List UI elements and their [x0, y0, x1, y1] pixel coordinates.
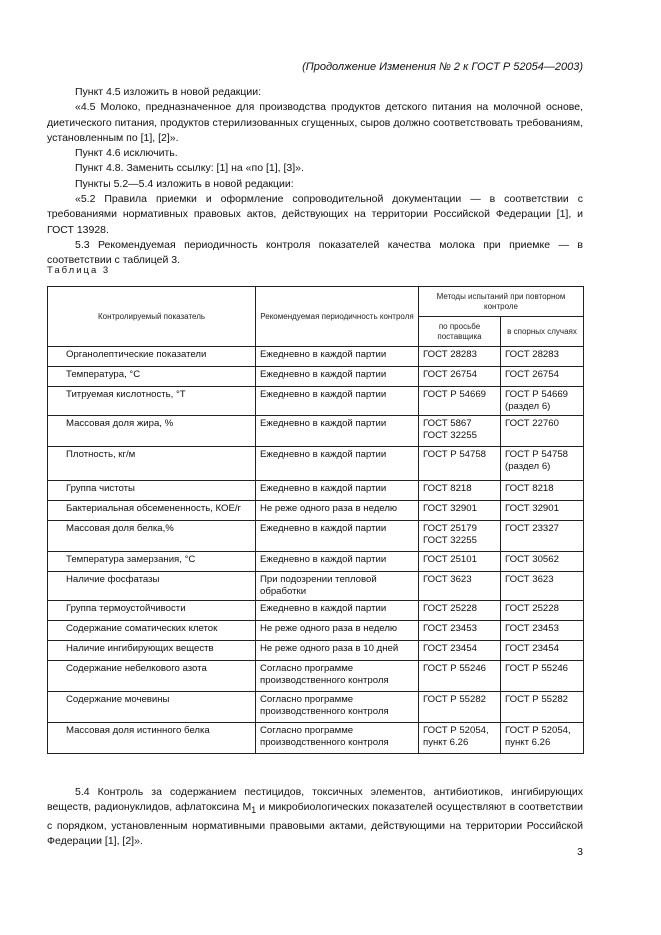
- header-dispute: в спорных случаях: [501, 317, 584, 347]
- paragraph: Пункт 4.8. Заменить ссылку: [1] на «по [1], [3]».: [75, 162, 304, 175]
- cell-indicator: Органолептические показатели: [48, 347, 256, 367]
- table-row: [48, 387, 584, 416]
- cell-indicator: Титруемая кислотность, °Т: [48, 387, 256, 416]
- cell-indicator: Плотность, кг/м: [48, 447, 256, 481]
- paragraph: Пункт 4.5 изложить в новой редакции:: [75, 86, 262, 98]
- cell-period: Ежедневно в каждой партии: [256, 481, 419, 501]
- cell-period: Ежедневно в каждой партии: [256, 447, 419, 481]
- cell-dispute: ГОСТ Р 55282: [501, 692, 584, 723]
- cell-period: Не реже одного раза в 10 дней: [256, 641, 419, 661]
- header-methods: Методы испытаний при повторном контроле: [419, 287, 584, 317]
- cell-supplier: ГОСТ 28283: [419, 347, 501, 367]
- table-row: [48, 416, 584, 447]
- cell-dispute: ГОСТ 3623: [501, 572, 584, 601]
- cell-period: Ежедневно в каждой партии: [256, 521, 419, 552]
- table-row: [48, 367, 584, 387]
- cell-period: Ежедневно в каждой партии: [256, 387, 419, 416]
- cell-supplier: ГОСТ Р 55282: [419, 692, 501, 723]
- cell-dispute: ГОСТ 8218: [501, 481, 584, 501]
- cell-period: Ежедневно в каждой партии: [256, 367, 419, 387]
- cell-supplier: ГОСТ Р 54669: [419, 387, 501, 416]
- table-row: [48, 692, 584, 723]
- subscript: 1: [251, 805, 257, 816]
- cell-supplier: ГОСТ 26754: [419, 367, 501, 387]
- paragraph: «4.5 Молоко, предназначенное для производства продуктов детского питания на молочной основе, диетического питания, продуктов стерилизованных сгущенных, сыров должно соответствовать требованиям, установленным по [1], [2]».: [47, 101, 583, 144]
- cell-indicator: Бактериальная обсемененность, КОЕ/г: [48, 501, 256, 521]
- cell-indicator: Содержание соматических клеток: [48, 621, 256, 641]
- cell-period: Ежедневно в каждой партии: [256, 416, 419, 447]
- cell-supplier: ГОСТ 32901: [419, 501, 501, 521]
- table-row: [48, 661, 584, 692]
- cell-supplier: ГОСТ Р 55246: [419, 661, 501, 692]
- cell-dispute: ГОСТ Р 54758 (раздел 6): [501, 447, 584, 481]
- cell-indicator: Содержание мочевины: [48, 692, 256, 723]
- table-row: [48, 347, 584, 367]
- table-row: [48, 641, 584, 661]
- cell-supplier: ГОСТ 25228: [419, 601, 501, 621]
- cell-period: Не реже одного раза в неделю: [256, 621, 419, 641]
- paragraph: Пункт 4.6 исключить.: [75, 147, 178, 160]
- cell-indicator: Группа термоустойчивости: [48, 601, 256, 621]
- cell-period: Согласно программе производственного контроля: [256, 661, 419, 692]
- paragraph: [47, 785, 583, 849]
- cell-indicator: Массовая доля белка,%: [48, 521, 256, 552]
- cell-dispute: ГОСТ 23453: [501, 621, 584, 641]
- page-number: 3: [577, 846, 583, 858]
- cell-period: Согласно программе производственного контроля: [256, 692, 419, 723]
- cell-supplier: ГОСТ 8218: [419, 481, 501, 501]
- cell-indicator: Группа чистоты: [48, 481, 256, 501]
- cell-indicator: Температура замерзания, °С: [48, 552, 256, 572]
- table-3: [47, 286, 584, 754]
- page-header: (Продолжение Изменения № 2 к ГОСТ Р 52054—2003): [302, 61, 583, 73]
- cell-dispute: ГОСТ 26754: [501, 367, 584, 387]
- cell-indicator: Массовая доля истинного белка: [48, 723, 256, 754]
- cell-period: Ежедневно в каждой партии: [256, 347, 419, 367]
- body-text: [47, 85, 583, 269]
- header-supplier: по просьбе поставщика: [419, 317, 501, 347]
- cell-indicator: Наличие ингибирующих веществ: [48, 641, 256, 661]
- cell-period: Ежедневно в каждой партии: [256, 552, 419, 572]
- table-row: [48, 723, 584, 754]
- cell-supplier: ГОСТ 5867 ГОСТ 32255: [419, 416, 501, 447]
- cell-dispute: ГОСТ 30562: [501, 552, 584, 572]
- paragraph-text: 5.4 Контроль за содержанием пестицидов, токсичных элементов, антибиотиков, ингибирующих веществ, радионуклидов, афлатоксина М: [47, 786, 583, 814]
- cell-dispute: ГОСТ 23454: [501, 641, 584, 661]
- table-row: [48, 521, 584, 552]
- cell-indicator: Наличие фосфатазы: [48, 572, 256, 601]
- cell-dispute: ГОСТ 23327: [501, 521, 584, 552]
- cell-dispute: ГОСТ Р 52054, пункт 6.26: [501, 723, 584, 754]
- table-row: [48, 621, 584, 641]
- cell-dispute: ГОСТ Р 54669 (раздел 6): [501, 387, 584, 416]
- header-period: Рекомендуемая периодичность контроля: [256, 287, 419, 347]
- table-row: [48, 552, 584, 572]
- cell-supplier: ГОСТ 25101: [419, 552, 501, 572]
- paragraph: 5.3 Рекомендуемая периодичность контроля показателей качества молока при приемке — в соответствии с таблицей 3.: [47, 238, 583, 267]
- cell-dispute: ГОСТ Р 55246: [501, 661, 584, 692]
- cell-dispute: ГОСТ 32901: [501, 501, 584, 521]
- cell-period: Ежедневно в каждой партии: [256, 601, 419, 621]
- cell-period: При подозрении тепловой обработки: [256, 572, 419, 601]
- table-caption: Таблица 3: [47, 265, 111, 276]
- cell-supplier: ГОСТ 25179 ГОСТ 32255: [419, 521, 501, 552]
- cell-supplier: ГОСТ Р 52054, пункт 6.26: [419, 723, 501, 754]
- cell-supplier: ГОСТ 23453: [419, 621, 501, 641]
- cell-supplier: ГОСТ 3623: [419, 572, 501, 601]
- cell-supplier: ГОСТ Р 54758: [419, 447, 501, 481]
- cell-dispute: ГОСТ 22760: [501, 416, 584, 447]
- paragraph-5-4: [47, 785, 583, 849]
- cell-indicator: Массовая доля жира, %: [48, 416, 256, 447]
- cell-period: Согласно программе производственного контроля: [256, 723, 419, 754]
- cell-dispute: ГОСТ 28283: [501, 347, 584, 367]
- cell-period: Не реже одного раза в неделю: [256, 501, 419, 521]
- cell-dispute: ГОСТ 25228: [501, 601, 584, 621]
- cell-supplier: ГОСТ 23454: [419, 641, 501, 661]
- cell-indicator: Температура, °С: [48, 367, 256, 387]
- table-row: [48, 501, 584, 521]
- table-row: [48, 481, 584, 501]
- header-indicator: Контролируемый показатель: [48, 287, 256, 347]
- paragraph: Пункты 5.2—5.4 изложить в новой редакции:: [75, 177, 294, 190]
- cell-indicator: Содержание небелкового азота: [48, 661, 256, 692]
- paragraph-text: и микробиологических показателей осуществляют в соответствии с порядком, установленным нормативными правовыми актами, действующими на территории Российской Федерации [1], [2]».: [47, 801, 583, 847]
- table-row: [48, 601, 584, 621]
- table-body: [48, 347, 584, 754]
- paragraph: «5.2 Правила приемки и оформление сопроводительной документации — в соответствии с требованиями нормативных правовых актов, действующих на территории Российской Федерации [1], и ГОСТ 13928.: [47, 193, 583, 236]
- table-row: [48, 572, 584, 601]
- table-row: [48, 447, 584, 481]
